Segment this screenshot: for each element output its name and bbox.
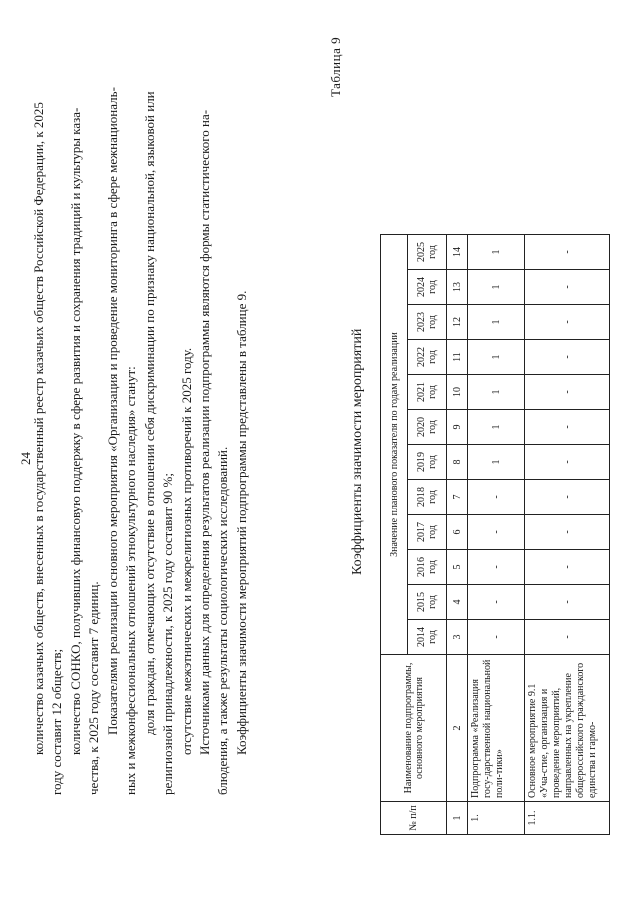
value-cell: -: [525, 270, 610, 305]
paragraph-7: [233, 291, 251, 795]
year-header: 2021 год: [408, 375, 447, 410]
index-cell: 14: [447, 235, 468, 270]
paragraph-2: [67, 108, 102, 795]
index-cell: 4: [447, 585, 468, 620]
row-name: Основное мероприятие 9.1 «Уча-стие, организация и проведение мероприятий, направленных на укрепление общероссийского гражданского единства и гармо-: [525, 655, 610, 802]
paragraph-line: чества, к 2025 году составит 7 единиц.: [85, 581, 101, 795]
paragraph-line: доля граждан, отмечающих отсутствие в отношении себя дискриминации по признаку национальной, языковой или: [142, 91, 157, 735]
index-cell: 9: [447, 410, 468, 445]
year-header: 2015 год: [408, 585, 447, 620]
paragraph-line: Показателями реализации основного мероприятия «Организация и проведение мониторинга в сфере межнациональ-: [105, 87, 120, 735]
paragraph-3: [104, 87, 139, 795]
col-header-num: № п/п: [381, 802, 447, 835]
year-header: 2018 год: [408, 480, 447, 515]
index-cell: 7: [447, 480, 468, 515]
value-cell: -: [525, 620, 610, 655]
value-cell: -: [525, 375, 610, 410]
paragraph-5: [178, 348, 196, 795]
paragraph-4: [141, 91, 176, 795]
year-header: 2025 год: [408, 235, 447, 270]
page-number: 24: [18, 452, 33, 465]
year-header: 2019 год: [408, 445, 447, 480]
paragraph-line: количество казачьих обществ, внесенных в государственный реестр казачьих обществ Российской Федерации, к 2025: [31, 102, 46, 755]
paragraph-line: Коэффициенты значимости мероприятий подпрограммы представлены в таблице 9.: [234, 290, 249, 755]
table-row: [525, 235, 610, 835]
row-num: 1.1.: [525, 802, 610, 835]
value-cell: -: [525, 480, 610, 515]
index-cell: 3: [447, 620, 468, 655]
value-cell: -: [525, 550, 610, 585]
col-header-group: Значение планового показателя по годам реализации: [381, 235, 408, 655]
value-cell: -: [525, 235, 610, 270]
value-cell: -: [468, 480, 525, 515]
paragraph-line: ных и межконфессиональных отношений этнокультурного наследия» станут:: [122, 366, 138, 795]
value-cell: -: [525, 445, 610, 480]
paragraph-line: количество СОНКО, получивших финансовую поддержку в сфере развития и сохранения традиций и культуры каза-: [68, 107, 83, 755]
paragraph-line: отсутствие межэтнических и межрелигиозных противоречий к 2025 году.: [179, 347, 194, 755]
col-header-name: Наименование подпрограммы, основного мероприятия: [381, 655, 447, 802]
table-label: Таблица 9: [328, 36, 343, 97]
year-header: 2022 год: [408, 340, 447, 375]
index-cell: 6: [447, 515, 468, 550]
year-header: 2024 год: [408, 270, 447, 305]
value-cell: 1: [468, 305, 525, 340]
table-header-row: [381, 235, 408, 835]
index-cell: 2: [447, 655, 468, 802]
table-row: [468, 235, 525, 835]
value-cell: 1: [468, 235, 525, 270]
value-cell: -: [525, 340, 610, 375]
year-header: 2014 год: [408, 620, 447, 655]
index-cell: 5: [447, 550, 468, 585]
value-cell: -: [525, 410, 610, 445]
value-cell: 1: [468, 445, 525, 480]
paragraph-line: блюдения, а также результаты социологических исследований.: [214, 446, 230, 795]
index-cell: 12: [447, 305, 468, 340]
paragraph-6: [196, 110, 231, 795]
value-cell: -: [468, 620, 525, 655]
paragraph-line: Источниками данных для определения результатов реализации подпрограммы являются формы статистического на-: [197, 109, 212, 755]
year-header: 2017 год: [408, 515, 447, 550]
index-cell: 10: [447, 375, 468, 410]
value-cell: -: [525, 585, 610, 620]
value-cell: 1: [468, 375, 525, 410]
value-cell: -: [468, 550, 525, 585]
index-cell: 8: [447, 445, 468, 480]
year-header: 2020 год: [408, 410, 447, 445]
value-cell: -: [525, 515, 610, 550]
table-caption: Коэффициенты значимости мероприятий: [350, 328, 365, 575]
row-num: 1.: [468, 802, 525, 835]
value-cell: -: [468, 515, 525, 550]
value-cell: 1: [468, 270, 525, 305]
value-cell: -: [468, 585, 525, 620]
index-cell: 1: [447, 802, 468, 835]
value-cell: 1: [468, 340, 525, 375]
table-index-row: [447, 235, 468, 835]
year-header: 2016 год: [408, 550, 447, 585]
year-header: 2023 год: [408, 305, 447, 340]
index-cell: 13: [447, 270, 468, 305]
paragraph-1: [30, 102, 65, 795]
coefficients-table: [380, 234, 610, 835]
value-cell: 1: [468, 410, 525, 445]
paragraph-line: религиозной принадлежности, к 2025 году составит 90 %;: [159, 473, 175, 795]
row-name: Подпрограмма «Реализация госу-дарственной национальной поли-тики»: [468, 655, 525, 802]
value-cell: -: [525, 305, 610, 340]
index-cell: 11: [447, 340, 468, 375]
paragraph-line: году составит 12 обществ;: [48, 648, 64, 795]
